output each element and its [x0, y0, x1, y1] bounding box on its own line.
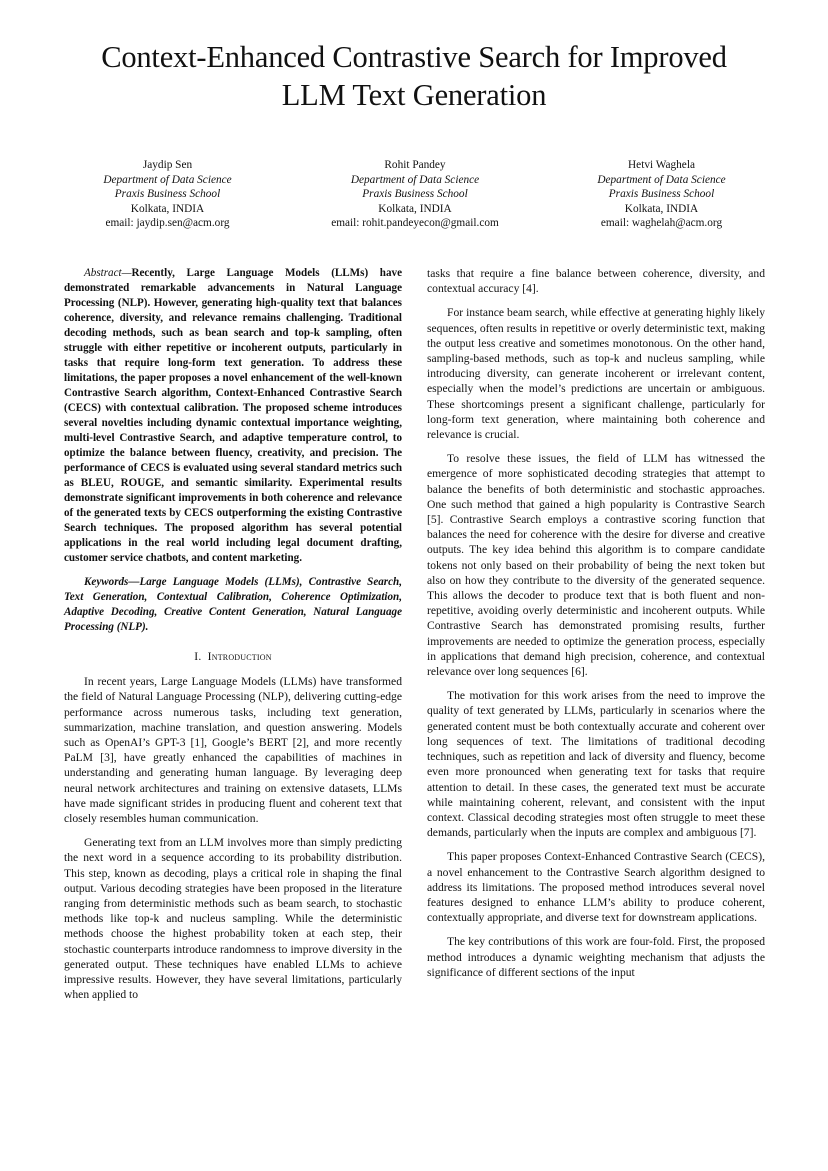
title-line-1: Context-Enhanced Contrastive Search for Improved — [101, 40, 727, 74]
body-paragraph-continued: tasks that require a fine balance between coherence, diversity, and contextual accuracy [4]. — [427, 267, 765, 296]
body-paragraph: The key contributions of this work are four-fold. First, the proposed method introduces a dynamic weighting mechanism that adjusts the significance of different sections of the input — [427, 935, 765, 979]
author-name: Hetvi Waghela — [628, 159, 695, 171]
paper-title — [40, 38, 788, 114]
author-email: email: jaydip.sen@acm.org — [105, 217, 230, 230]
abstract-text: Recently, Large Language Models (LLMs) have demonstrated remarkable advancements in Natural Language Processing (NLP). However, generating high-quality text that balances coherence, diversity, and relevance remains challenging. Traditional decoding methods, such as bean search and top-k sampling, often struggle with either repetitive or incoherent outputs, particularly in tasks that require long-form text generation. To address these limitations, the paper proposes a novel enhancement of the well-known Contrastive Search algorithm, Context-Enhanced Contrastive Search (CECS) with contextual calibration. The proposed scheme introduces several novelties including dynamic contextual importance weighting, multi-level Contrastive Search, and adaptive temperature control, to optimize the balance between fluency, creativity, and precision. The performance of CECS is evaluated using several standard metrics such as BLEU, ROUGE, and semantic similarity. Experimental results demonstrate significant improvements in both coherence and relevance of the generated texts by CECS outperforming the existing Contrastive Search techniques. The proposed algorithm has several potential applications in the real world including legal document drafting, customer service chatbots, and content marketing. — [64, 267, 402, 564]
author-email: email: rohit.pandeyecon@gmail.com — [331, 217, 499, 230]
section-title: Introduction — [207, 650, 272, 663]
author-2 — [295, 158, 535, 231]
keywords-label: Keywords— — [84, 576, 140, 588]
keywords — [64, 575, 402, 635]
author-3 — [535, 158, 788, 231]
body-paragraph: In recent years, Large Language Models (LLMs) have transformed the field of Natural Language Processing (NLP), delivering cutting-edge performance across numerous tasks, including text generation, summarization, machine translation, and question answering. Models such as OpenAI’s GPT-3 [1], Google’s BERT [2], and more recently PaLM [3], have greatly enhanced the capabilities of machines in understanding and generating human language. By leveraging deep neural network architectures and training on extensive datasets, LLMs have made significant strides in producing fluent and coherent text that closely resembles human communication. — [64, 675, 402, 826]
body-paragraph: For instance beam search, while effective at generating highly likely sequences, often results in repetitive or overly deterministic text, making the output less creative and sometimes monotonous. On the other hand, sampling-based methods, such as top-k and nucleus sampling, while introducing diversity, can generate incoherent or irrelevant content, especially when the model’s predictions are uncertain or ambiguous. These shortcomings present a significant challenge, particularly for long-form text generation, where maintaining both coherence and relevance is crucial. — [427, 306, 765, 442]
title-line-2: LLM Text Generation — [281, 78, 547, 112]
keywords-text: Large Language Models (LLMs), Contrastive Search, Text Generation, Contextual Calibration, Coherence Optimization, Adaptive Decoding, Creative Content Generation, Natural Language Processing (NLP). — [64, 576, 402, 633]
author-name: Rohit Pandey — [384, 159, 446, 171]
author-city: Kolkata, INDIA — [378, 202, 452, 215]
author-block — [40, 158, 788, 231]
abstract — [64, 266, 402, 566]
author-dept: Department of Data Science — [103, 173, 232, 186]
author-city: Kolkata, INDIA — [624, 202, 699, 215]
author-school: Praxis Business School — [114, 188, 221, 201]
author-dept: Department of Data Science — [350, 173, 480, 186]
author-school: Praxis Business School — [608, 188, 715, 201]
author-name: Jaydip Sen — [142, 159, 193, 171]
body-paragraph: This paper proposes Context-Enhanced Contrastive Search (CECS), a novel enhancement to the Contrastive Search algorithm designed to address its limitations. The proposed method introduces several novel features designed to enhance LLM’s ability to produce coherent, contextually appropriate, and diverse text for downstream applications. — [427, 850, 765, 925]
section-heading-introduction — [64, 649, 402, 664]
author-dept: Department of Data Science — [597, 173, 726, 186]
author-school: Praxis Business School — [362, 188, 468, 201]
section-number: I. — [194, 650, 202, 663]
author-email: email: waghelah@acm.org — [600, 217, 723, 230]
right-column — [427, 266, 765, 989]
author-city: Kolkata, INDIA — [130, 202, 205, 215]
left-column — [64, 266, 402, 1011]
body-paragraph: To resolve these issues, the field of LLM has witnessed the emergence of more sophisticated decoding strategies that attempt to balance the benefits of both deterministic and stochastic approaches. One such method that gained a high popularity is Contrastive Search [5]. Contrastive Search employs a contrastive scoring function that balances the need for coherence with the desire for diverse and creative outputs. The key idea behind this algorithm is to compare candidate tokens not only based on their probability of being the next token but also on how they contribute to the diversity of the generated sequence. This allows the decoder to produce text that is both fluent and non-repetitive, avoiding overly deterministic and incoherent outputs. While Contrastive Search has demonstrated promising results, further improvements are needed to optimize the generation process, especially in applications that demand high precision, coherence, and contextual relevance over long sequences [6]. — [427, 452, 765, 679]
abstract-label: Abstract— — [84, 267, 132, 279]
author-1 — [40, 158, 295, 231]
body-paragraph: Generating text from an LLM involves more than simply predicting the next word in a sequence according to its probability distribution. This step, known as decoding, plays a critical role in shaping the final output. Various decoding strategies have been proposed in the literature ranging from deterministic methods such as beam search, to stochastic methods like top-k and nucleus sampling. While the deterministic methods choose the highest probability token at each step, their stochastic counterparts introduce randomness to improve diversity in the generated output. These techniques have enabled LLMs to achieve impressive results. However, they have several limitations, particularly when applied to — [64, 836, 402, 1002]
body-paragraph: The motivation for this work arises from the need to improve the quality of text generated by LLMs, particularly in scenarios where the generated content must be both contextually accurate and coherent over long sequences of text. The limitations of traditional decoding techniques, such as repetition and lack of diversity and fluency, become even more pronounced when generating text for tasks that require attention to detail. In these cases, the generated text must be accurate while maintaining coherent, relevant, and consistent with the input context. Classical decoding strategies most often struggle to meet these demands, particularly when the inputs are complex and ambiguous [7]. — [427, 689, 765, 840]
